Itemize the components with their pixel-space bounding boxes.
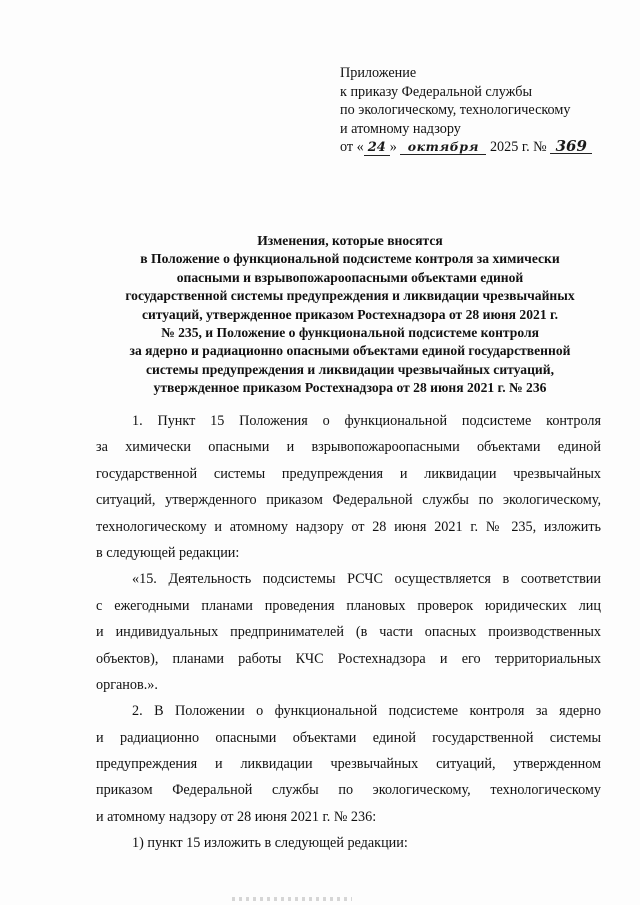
paragraph-line: 1) пункт 15 изложить в следующей редакции: [132,835,408,852]
appendix-order-ref: к приказу Федеральной службы [340,83,533,100]
paragraph-line: за химически опасными и взрывопожароопасными объектами единой [96,439,601,456]
paragraph-line: и атомному надзору от 28 июня 2021 г. № 236: [96,808,377,825]
date-quote-close: » [389,139,397,156]
paragraph-line: предупреждения и ликвидации чрезвычайных ситуаций, утвержденном [96,756,601,773]
paragraph-line: 2. В Положении о функциональной подсистеме контроля за ядерно [132,703,601,720]
handwritten-order-number: 369 [550,139,592,154]
appendix-date-line [340,138,620,157]
title-line: за ядерно и радиационно опасными объектами единой государственной [129,343,571,359]
scan-artifact [232,897,352,901]
year-and-number-label: 2025 г. № [489,139,547,156]
title-line: Изменения, которые вносятся [257,233,443,248]
title-line: государственной системы предупреждения и ликвидации чрезвычайных [125,288,575,304]
paragraph-line: и радиационно опасными объектами единой государственной системы [96,729,601,746]
paragraph-1 [96,408,601,566]
title-line: № 235, и Положение о функциональной подсистеме контроля [161,325,539,341]
paragraph-line: объектов), планами работы КЧС Ростехнадзора и его территориальных [96,650,601,667]
paragraph-line: технологическому и атомному надзору от 28 июня 2021 г. № 235, изложить [96,518,601,535]
document-title [80,232,620,398]
paragraph-line: ситуаций, утвержденного приказом Федеральной службы по экологическому, [96,492,601,509]
paragraph-3 [96,698,601,830]
paragraph-line: с ежегодными планами проведения плановых проверок юридических лиц [96,597,601,614]
appendix-service-line: по экологическому, технологическому [340,102,571,119]
appendix-header [340,64,620,157]
date-prefix: от « [340,139,364,156]
title-line: в Положение о функциональной подсистеме контроля за химически [140,251,560,267]
paragraph-line: в следующей редакции: [96,544,240,561]
paragraph-2-quote [96,566,601,698]
title-line: ситуаций, утвержденное приказом Ростехнадзора от 28 июня 2021 г. [141,306,559,322]
title-line: системы предупреждения и ликвидации чрезвычайных ситуаций, [146,361,554,377]
appendix-title: Приложение [340,65,417,81]
paragraph-line: и индивидуальных предпринимателей (в части опасных производственных [96,624,601,641]
handwritten-month: октября [400,140,486,155]
paragraph-line: 1. Пункт 15 Положения о функциональной подсистеме контроля [132,413,601,429]
paragraph-line: государственной системы предупреждения и ликвидации чрезвычайных [96,465,601,482]
handwritten-day: 24 [364,141,390,156]
paragraph-4 [96,830,601,856]
appendix-supervision-line: и атомному надзору [340,120,461,137]
title-line: опасными и взрывопожароопасными объектами единой [176,269,524,285]
paragraph-line: органов.». [96,676,158,693]
title-line: утвержденное приказом Ростехнадзора от 28 июня 2021 г. № 236 [153,380,547,396]
document-body [96,408,601,857]
paragraph-line: приказом Федеральной службы по экологическому, технологическому [96,782,601,799]
paragraph-line: «15. Деятельность подсистемы РСЧС осуществляется в соответствии [132,571,601,588]
